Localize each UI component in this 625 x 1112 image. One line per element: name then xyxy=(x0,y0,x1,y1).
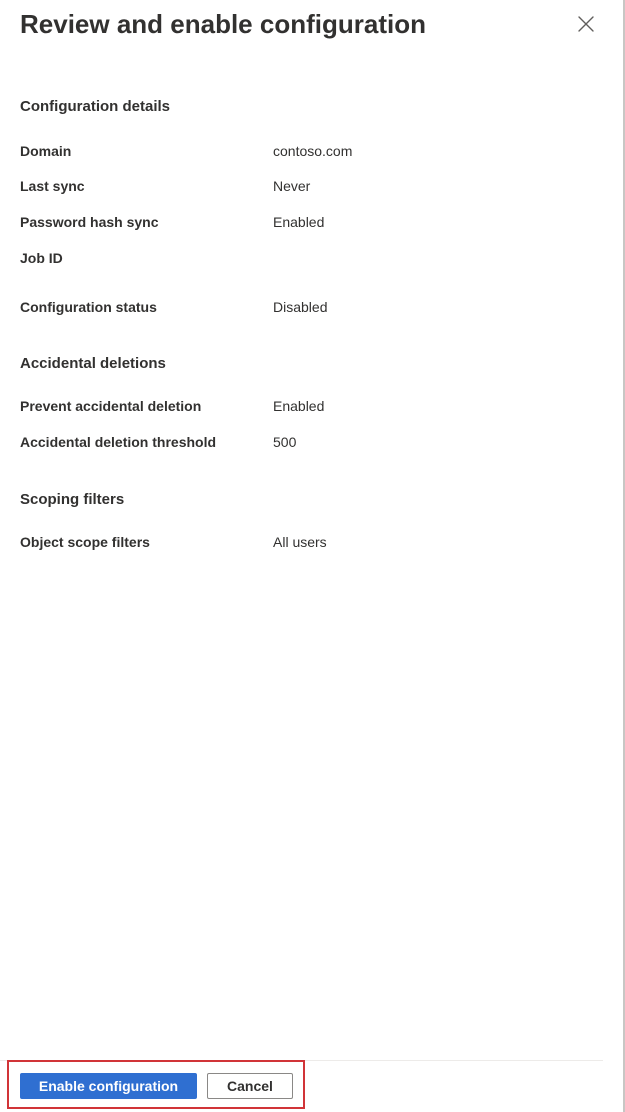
close-icon xyxy=(574,12,598,36)
section-heading-accidental-deletions: Accidental deletions xyxy=(20,355,166,372)
field-label-accidental-deletion-threshold: Accidental deletion threshold xyxy=(20,434,217,450)
field-label-domain: Domain xyxy=(20,143,72,159)
field-label-last-sync: Last sync xyxy=(20,178,85,194)
field-label-configuration-status: Configuration status xyxy=(20,299,157,315)
field-value-prevent-accidental-deletion: Enabled xyxy=(273,398,325,414)
field-value-password-hash-sync: Enabled xyxy=(273,214,325,230)
panel-title: Review and enable configuration xyxy=(20,9,426,39)
cancel-button[interactable]: Cancel xyxy=(207,1073,293,1099)
section-heading-configuration-details: Configuration details xyxy=(20,98,170,115)
field-label-password-hash-sync: Password hash sync xyxy=(20,214,159,230)
field-value-domain: contoso.com xyxy=(273,143,353,159)
enable-configuration-button[interactable]: Enable configuration xyxy=(20,1073,197,1099)
field-value-object-scope-filters: All users xyxy=(273,534,327,550)
section-heading-scoping-filters: Scoping filters xyxy=(20,491,125,508)
field-value-last-sync: Never xyxy=(273,178,311,194)
field-label-prevent-accidental-deletion: Prevent accidental deletion xyxy=(20,398,202,414)
field-value-configuration-status: Disabled xyxy=(273,299,328,315)
field-label-job-id: Job ID xyxy=(20,250,63,266)
close-button[interactable] xyxy=(574,12,598,36)
field-value-accidental-deletion-threshold: 500 xyxy=(273,434,297,450)
field-label-object-scope-filters: Object scope filters xyxy=(20,534,150,550)
